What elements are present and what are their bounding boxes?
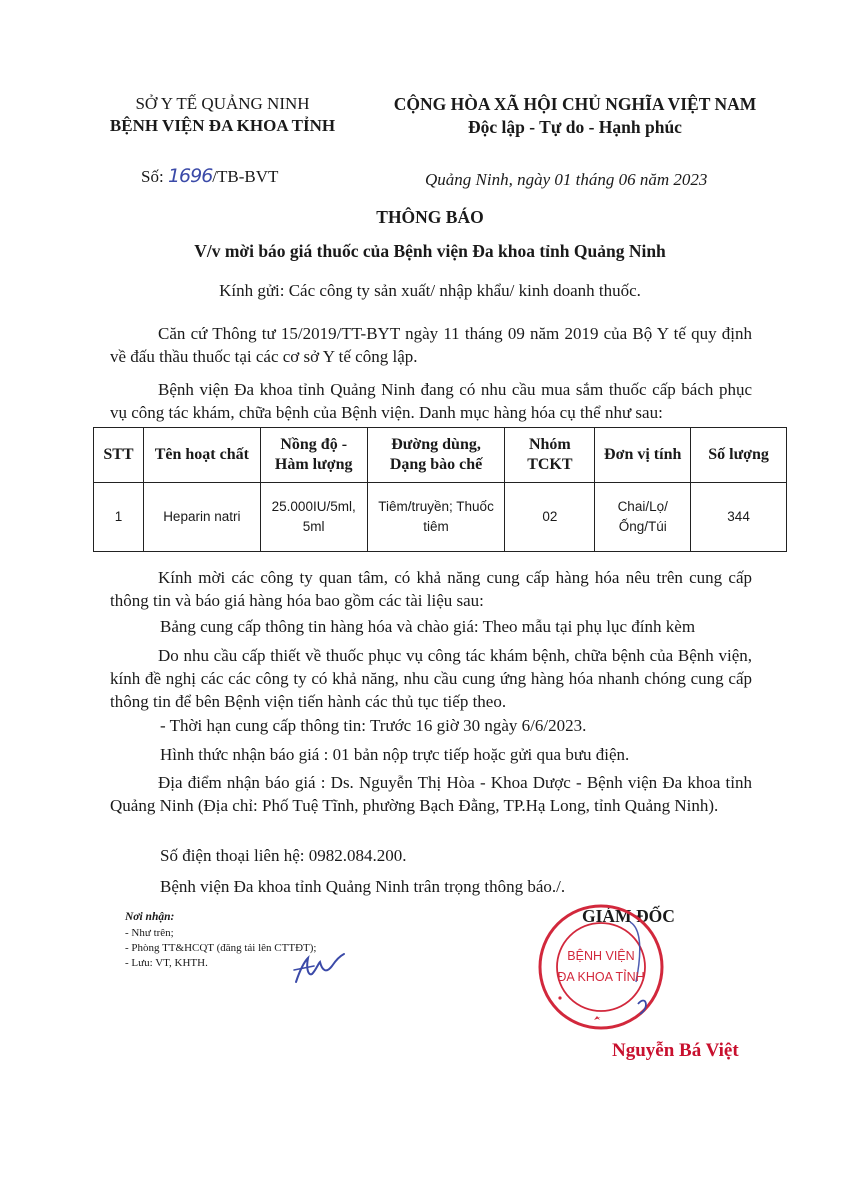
national-header (370, 93, 780, 139)
country-name: CỘNG HÒA XÃ HỘI CHỦ NGHĨA VIỆT NAM (393, 94, 757, 114)
official-seal (536, 902, 666, 1032)
seal-icon (536, 902, 666, 1032)
handwritten-number: 1696 (167, 165, 213, 187)
initials-signature (290, 948, 350, 988)
document-date: Quảng Ninh, ngày 01 tháng 06 năm 2023 (425, 170, 708, 189)
signer-title: GIÁM ĐỐC (582, 906, 675, 926)
ministry-name: SỞ Y TẾ QUẢNG NINH (135, 94, 310, 113)
seal-line-2: ĐA KHOA TỈNH (557, 970, 645, 984)
hospital-name: BỆNH VIỆN ĐA KHOA TỈNH (109, 116, 336, 135)
table-header-cell: Tên hoạt chất (143, 428, 260, 483)
table-header-row (94, 428, 787, 483)
goods-table (93, 427, 787, 552)
paragraph-urgency: Do nhu cầu cấp thiết về thuốc phục vụ công tác khám bệnh, chữa bệnh của Bệnh viện, kính đề nghị các các công ty có khả năng, nhu cầu cung ứng hàng hóa nhanh chóng cung cấp thông tin để bên Bệnh viện tiến hành các thủ tục tiếp theo. (110, 646, 752, 711)
recipient-item: - Phòng TT&HCQT (đăng tải lên CTTĐT); (125, 942, 317, 954)
paragraph-need: Bệnh viện Đa khoa tỉnh Quảng Ninh đang có nhu cầu mua sắm thuốc cấp bách phục vụ công tác khám, chữa bệnh của Bệnh viện. Danh mục hàng hóa cụ thể như sau: (110, 380, 752, 422)
paragraph-closing: Bệnh viện Đa khoa tỉnh Quảng Ninh trân trọng thông báo./. (160, 877, 566, 896)
table-header-cell: Đơn vị tính (595, 428, 691, 483)
recipient-item: - Lưu: VT, KHTH. (125, 957, 208, 969)
table-header-cell: Nồng độ - Hàm lượng (260, 428, 367, 483)
paragraph-legal-basis: Căn cứ Thông tư 15/2019/TT-BYT ngày 11 tháng 09 năm 2019 của Bộ Y tế quy định về đấu thầu thuốc tại các cơ sở Y tế công lập. (110, 324, 752, 366)
table-cell: 25.000IU/5ml, 5ml (260, 483, 367, 552)
number-prefix: Số: (141, 167, 164, 186)
document-title: THÔNG BÁO (376, 207, 484, 227)
document-subject: V/v mời báo giá thuốc của Bệnh viện Đa khoa tỉnh Quảng Ninh (194, 241, 666, 261)
addressee: Kính gửi: Các công ty sản xuất/ nhập khẩu/ kinh doanh thuốc. (219, 281, 641, 300)
agency-header (95, 93, 350, 137)
seal-line-1: BỆNH VIỆN (567, 949, 635, 963)
table-cell: Tiêm/truyền; Thuốc tiêm (367, 483, 505, 552)
paragraph-invitation: Kính mời các công ty quan tâm, có khả năng cung cấp hàng hóa nêu trên cung cấp thông tin và báo giá hàng hóa bao gồm các tài liệu sau: (110, 568, 752, 610)
table-row (94, 483, 787, 552)
paragraph-location: Địa điểm nhận báo giá : Ds. Nguyễn Thị Hòa - Khoa Dược - Bệnh viện Đa khoa tỉnh Quảng Ninh (Địa chỉ: Phố Tuệ Tĩnh, phường Bạch Đằng, TP.Hạ Long, tỉnh Quảng Ninh). (110, 773, 752, 815)
table-cell: Chai/Lọ/ Ống/Túi (595, 483, 691, 552)
table-header-cell: Số lượng (691, 428, 787, 483)
national-motto: Độc lập - Tự do - Hạnh phúc (468, 117, 682, 137)
paragraph-method: Hình thức nhận báo giá : 01 bản nộp trực tiếp hoặc gửi qua bưu điện. (160, 745, 630, 764)
table-cell: 344 (691, 483, 787, 552)
paragraph-deadline: - Thời hạn cung cấp thông tin: Trước 16 giờ 30 ngày 6/6/2023. (160, 716, 587, 735)
number-suffix: /TB-BVT (212, 167, 279, 186)
paragraph-form: Bảng cung cấp thông tin hàng hóa và chào giá: Theo mẫu tại phụ lục đính kèm (160, 617, 696, 636)
table-header-cell: STT (94, 428, 144, 483)
table-header-cell: Đường dùng, Dạng bào chế (367, 428, 505, 483)
recipients-label: Nơi nhận: (125, 911, 175, 923)
recipient-item: - Như trên; (125, 927, 174, 939)
table-cell: 02 (505, 483, 595, 552)
table-header-cell: Nhóm TCKT (505, 428, 595, 483)
document-number (141, 165, 278, 187)
table-cell: 1 (94, 483, 144, 552)
paragraph-phone: Số điện thoại liên hệ: 0982.084.200. (160, 846, 407, 865)
signer-name: Nguyễn Bá Việt (612, 1040, 739, 1061)
table-cell: Heparin natri (143, 483, 260, 552)
